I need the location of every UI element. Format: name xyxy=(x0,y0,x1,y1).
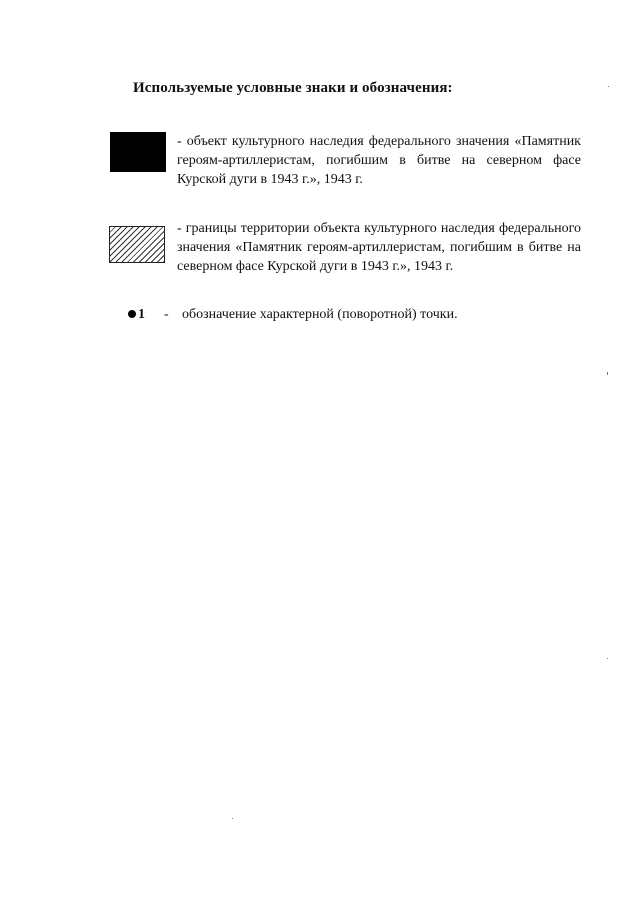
point-legend-row xyxy=(128,305,458,324)
point-dot-icon xyxy=(128,310,136,318)
scan-speck xyxy=(607,658,608,659)
scan-speck xyxy=(232,818,233,819)
point-dash: - xyxy=(164,307,169,322)
point-number: 1 xyxy=(138,307,145,322)
point-description: обозначение характерной (поворотной) точки. xyxy=(182,307,458,322)
scan-speck xyxy=(607,372,608,375)
territory-boundary-hatch-symbol xyxy=(109,226,165,263)
legend-text-object: - объект культурного наследия федерального значения «Памятник героям-артиллеристам, погибшим в битве на северном фасе Курской дуги в 1943 г.», 1943 г. xyxy=(177,134,581,187)
page-title: Используемые условные знаки и обозначения: xyxy=(133,80,453,96)
legend-text-territory: - границы территории объекта культурного наследия федерального значения «Памятник героям-артиллеристам, погибшим в битве на северном фасе Курской дуги в 1943 г.», 1943 г. xyxy=(177,221,581,274)
scan-speck xyxy=(608,86,609,87)
cultural-heritage-object-symbol xyxy=(110,132,166,172)
